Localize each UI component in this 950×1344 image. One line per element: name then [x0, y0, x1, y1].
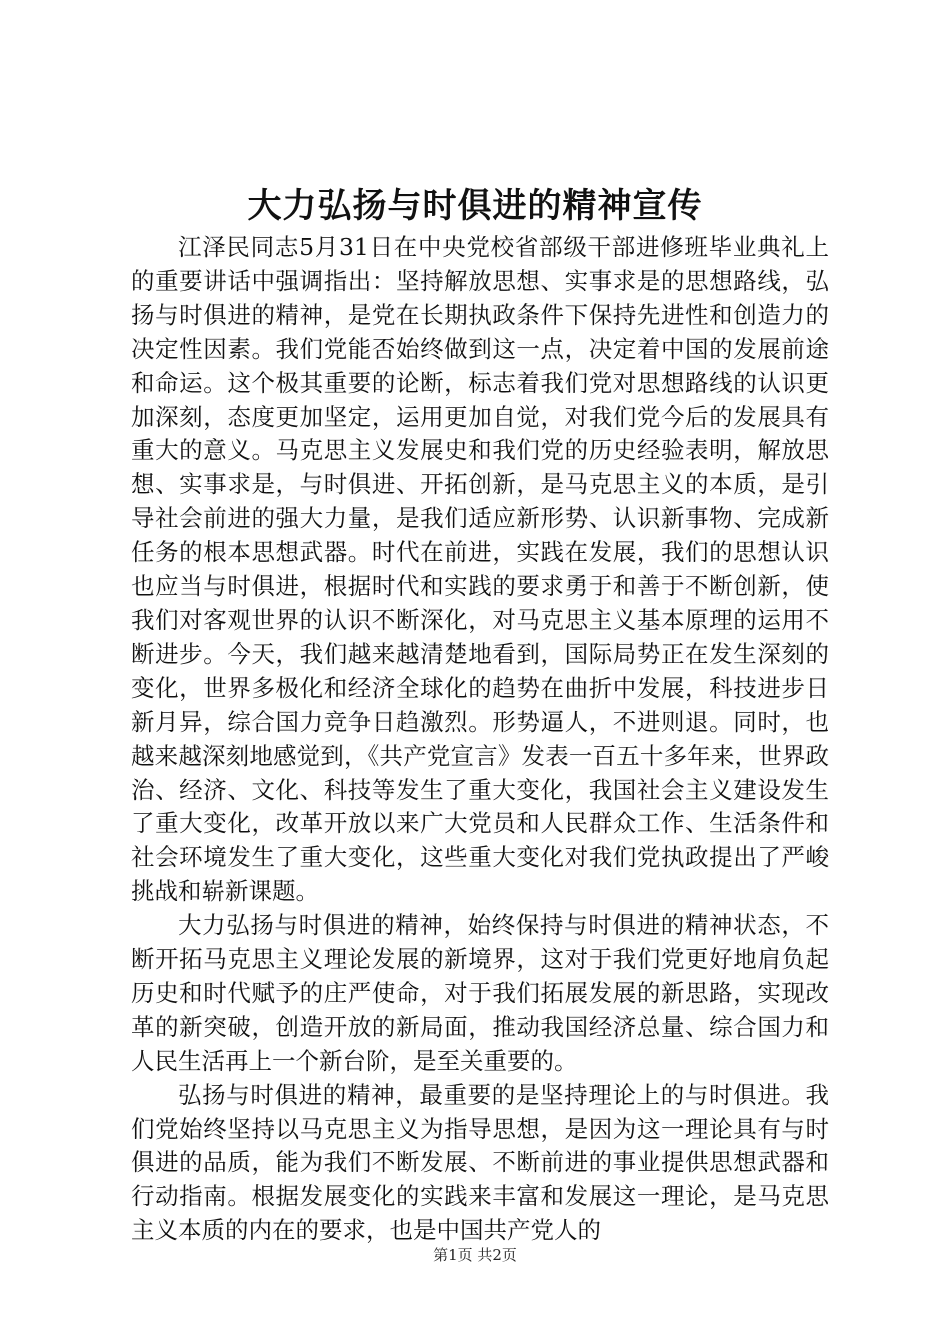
document-title: 大力弘扬与时俱进的精神宣传: [247, 186, 703, 226]
paragraph-3: 弘扬与时俱进的精神，最重要的是坚持理论上的与时俱进。我们党始终坚持以马克思主义为指导思想，是因为这一理论具有与时俱进的品质，能为我们不断发展、不断前进的事业提供思想武器和行动指南。根据发展变化的实践来丰富和发展这一理论，是马克思主义本质的内在的要求，也是中国共产党人的: [131, 1080, 829, 1245]
paragraph-1: 江泽民同志5月31日在中央党校省部级干部进修班毕业典礼上的重要讲话中强调指出：坚持解放思想、实事求是的思想路线，弘扬与时俱进的精神，是党在长期执政条件下保持先进性和创造力的决定性因素。我们党能否始终做到这一点，决定着中国的发展前途和命运。这个极其重要的论断，标志着我们党对思想路线的认识更加深刻，态度更加坚定，运用更加自觉，对我们党今后的发展具有重大的意义。马克思主义发展史和我们党的历史经验表明，解放思想、实事求是，与时俱进、开拓创新，是马克思主义的本质，是引导社会前进的强大力量，是我们适应新形势、认识新事物、完成新任务的根本思想武器。时代在前进，实践在发展，我们的思想认识也应当与时俱进，根据时代和实践的要求勇于和善于不断创新，使我们对客观世界的认识不断深化，对马克思主义基本原理的运用不断进步。今天，我们越来越清楚地看到，国际局势正在发生深刻的变化，世界多极化和经济全球化的趋势在曲折中发展，科技进步日新月异，综合国力竞争日趋激烈。形势逼人，不进则退。同时，也越来越深刻地感觉到，《共产党宣言》发表一百五十多年来，世界政治、经济、文化、科技等发生了重大变化，我国社会主义建设发生了重大变化，改革开放以来广大党员和人民群众工作、生活条件和社会环境发生了重大变化，这些重大变化对我们党执政提出了严峻挑战和崭新课题。: [131, 233, 829, 906]
page-number: 第1页 共2页: [433, 1246, 517, 1264]
page-footer: [0, 1245, 950, 1265]
paragraph-2: 大力弘扬与时俱进的精神，始终保持与时俱进的精神状态，不断开拓马克思主义理论发展的新境界，这对于我们党更好地肩负起历史和时代赋予的庄严使命，对于我们拓展发展的新思路，实现改革的新突破，创造开放的新局面，推动我国经济总量、综合国力和人民生活再上一个新台阶，是至关重要的。: [131, 911, 829, 1075]
document-body: [131, 231, 829, 1248]
